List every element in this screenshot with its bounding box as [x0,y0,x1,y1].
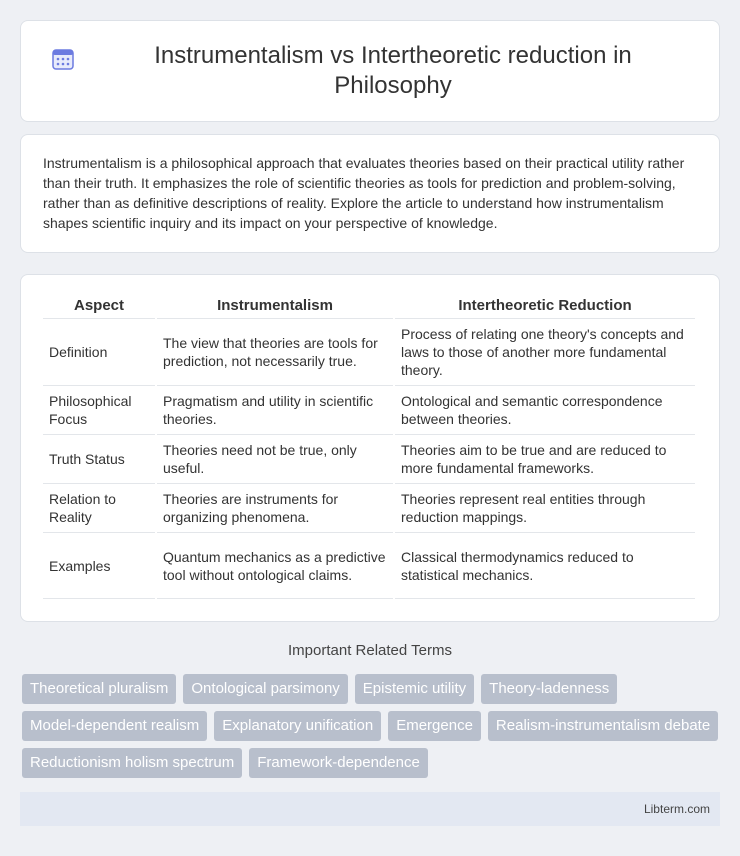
cell-instrumentalism: Quantum mechanics as a predictive tool without ontological claims. [157,533,393,599]
cell-instrumentalism: Theories need not be true, only useful. [157,435,393,484]
table-header-row [43,293,695,319]
cell-reduction: Ontological and semantic correspondence between theories. [395,386,695,435]
related-term-tag[interactable]: Explanatory unification [214,711,381,741]
cell-instrumentalism: Theories are instruments for organizing phenomena. [157,484,393,533]
footer-site-link[interactable]: Libterm.com [643,802,710,816]
intro-text: Instrumentalism is a philosophical approach that evaluates theories based on their practical utility rather than their truth. It emphasizes the role of scientific theories as tools for prediction and problem-solving, rather than as definitive descriptions of reality. Explore the article to understand how instrumentalism shapes scientific inquiry and its impact on your perspective of knowledge. [43,155,685,231]
calendar-icon [51,47,75,71]
comparison-table [41,293,697,599]
related-term-tag[interactable]: Realism-instrumentalism debate [488,711,718,741]
header-intertheoretic-reduction: Intertheoretic Reduction [395,293,695,319]
related-term-tag[interactable]: Epistemic utility [355,674,474,704]
related-terms-list [22,674,722,778]
title-card [20,20,720,122]
cell-aspect: Examples [43,533,155,599]
related-term-tag[interactable]: Ontological parsimony [183,674,347,704]
related-term-tag[interactable]: Framework-dependence [249,748,428,778]
cell-reduction: Theories aim to be true and are reduced to more fundamental frameworks. [395,435,695,484]
cell-reduction: Theories represent real entities through reduction mappings. [395,484,695,533]
cell-instrumentalism: The view that theories are tools for prediction, not necessarily true. [157,319,393,386]
header-aspect: Aspect [43,293,155,319]
related-term-tag[interactable]: Emergence [388,711,481,741]
page-title: Instrumentalism vs Intertheoretic reduction in Philosophy [154,42,632,99]
cell-aspect: Philosophical Focus [43,386,155,435]
table-row [43,533,695,599]
header-instrumentalism: Instrumentalism [157,293,393,319]
cell-aspect: Definition [43,319,155,386]
cell-aspect: Truth Status [43,435,155,484]
title-wrap [51,41,689,101]
table-row [43,484,695,533]
table-row [43,435,695,484]
cell-reduction: Process of relating one theory's concepts and laws to those of another more fundamental theory. [395,319,695,386]
related-term-tag[interactable]: Model-dependent realism [22,711,207,741]
cell-aspect: Relation to Reality [43,484,155,533]
cell-reduction: Classical thermodynamics reduced to statistical mechanics. [395,533,695,599]
related-term-tag[interactable]: Theoretical pluralism [22,674,176,704]
related-term-tag[interactable]: Theory-ladenness [481,674,617,704]
intro-card [20,134,720,253]
cell-instrumentalism: Pragmatism and utility in scientific theories. [157,386,393,435]
comparison-card [20,274,720,622]
footer [20,792,720,826]
table-row [43,319,695,386]
related-terms-heading: Important Related Terms [288,642,452,659]
table-row [43,386,695,435]
related-term-tag[interactable]: Reductionism holism spectrum [22,748,242,778]
